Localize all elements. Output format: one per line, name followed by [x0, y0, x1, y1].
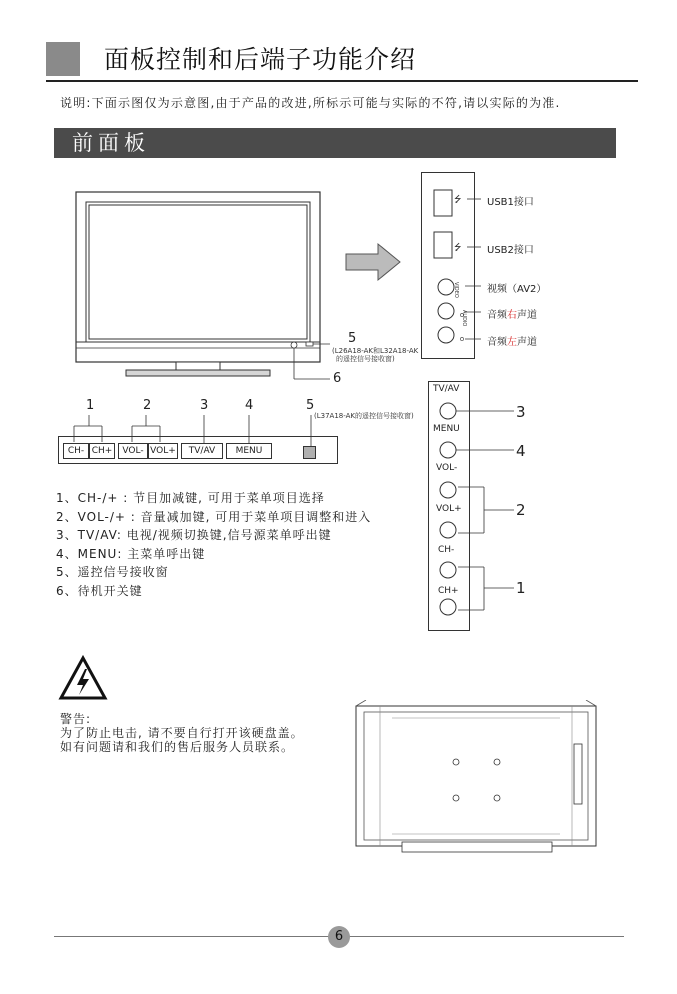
front-callout-5: 5	[306, 398, 315, 413]
vol-minus-button[interactable]: VOL-	[118, 443, 148, 459]
ch-minus-button[interactable]: CH-	[63, 443, 89, 459]
disclaimer-note: 说明:下面示图仅为示意图,由于产品的改进,所标示可能与实际的不符,请以实际的为准.	[60, 96, 561, 110]
audio-left-label: 音频左声道	[487, 337, 537, 348]
tv-callout-6: 6	[333, 371, 342, 386]
usb2-label: USB2接口	[487, 245, 534, 256]
tv-callout-5-note-2: 的遥控信号接收窗)	[336, 355, 395, 363]
high-voltage-warning-icon	[58, 655, 108, 701]
usb-icon: ⭍	[454, 195, 462, 205]
side-io-ports	[421, 172, 481, 362]
side-menu-label: MENU	[433, 424, 460, 434]
front-callout-5-note: (L37A18-AK的遥控信号接收窗)	[314, 412, 414, 420]
side-ch-plus-label: CH+	[438, 586, 459, 596]
list-item: 4、MENU: 主菜单呼出键	[56, 546, 206, 561]
remote-sensor-window	[303, 446, 316, 459]
title-divider	[46, 80, 638, 82]
usb-icon: ⭍	[454, 243, 462, 253]
side-callout-2: 2	[516, 501, 526, 519]
header-square-icon	[46, 42, 80, 76]
side-callout-3: 3	[516, 403, 526, 421]
side-button-circles	[428, 381, 528, 631]
tv-callout-5: 5	[348, 331, 357, 346]
side-callout-1: 1	[516, 579, 526, 597]
list-item: 5、遥控信号接收窗	[56, 565, 169, 579]
list-item: 3、TV/AV: 电视/视频切换键,信号源菜单呼出键	[56, 528, 332, 542]
tv-callout-5-note-1: (L26A18-AK和L32A18-AK	[332, 347, 419, 355]
warning-text: 为了防止电击, 请不要自行打开该硬盘盖。 如有问题请和我们的售后服务人员联系。	[60, 726, 304, 754]
list-item: 2、VOL-/+ : 音量减加键, 可用于菜单项目调整和进入	[56, 509, 372, 524]
list-item: 1、CH-/+ : 节目加减键, 可用于菜单项目选择	[56, 491, 325, 505]
front-callout-1: 1	[86, 398, 95, 413]
arrow-right-icon	[344, 242, 404, 282]
front-callout-2: 2	[143, 398, 152, 413]
front-callout-3: 3	[200, 398, 209, 413]
side-vol-plus-label: VOL+	[436, 504, 462, 514]
page-title: 面板控制和后端子功能介绍	[104, 45, 417, 74]
audio-right-label: 音频右声道	[487, 310, 537, 321]
page-number: 6	[328, 926, 350, 948]
video-av2-label: 视频（AV2）	[487, 284, 547, 295]
tv-rear-illustration	[352, 700, 600, 858]
tv-front-illustration	[60, 182, 330, 382]
list-item: 6、待机开关键	[56, 583, 143, 598]
front-callout-4: 4	[245, 398, 254, 413]
audio-tag: AUDIO	[461, 310, 467, 327]
warning-label: 警告:	[60, 712, 92, 726]
side-callout-4: 4	[516, 442, 526, 460]
usb1-label: USB1接口	[487, 197, 534, 208]
side-tvav-label: TV/AV	[433, 384, 460, 394]
side-vol-minus-label: VOL-	[436, 463, 458, 473]
vol-plus-button[interactable]: VOL+	[148, 443, 178, 459]
tvav-button[interactable]: TV/AV	[181, 443, 223, 459]
ch-plus-button[interactable]: CH+	[89, 443, 115, 459]
section-title: 前面板	[72, 131, 150, 155]
side-ch-minus-label: CH-	[438, 545, 455, 555]
menu-button[interactable]: MENU	[226, 443, 272, 459]
video-tag: VIDEO	[453, 282, 459, 298]
button-description-list	[56, 489, 371, 600]
